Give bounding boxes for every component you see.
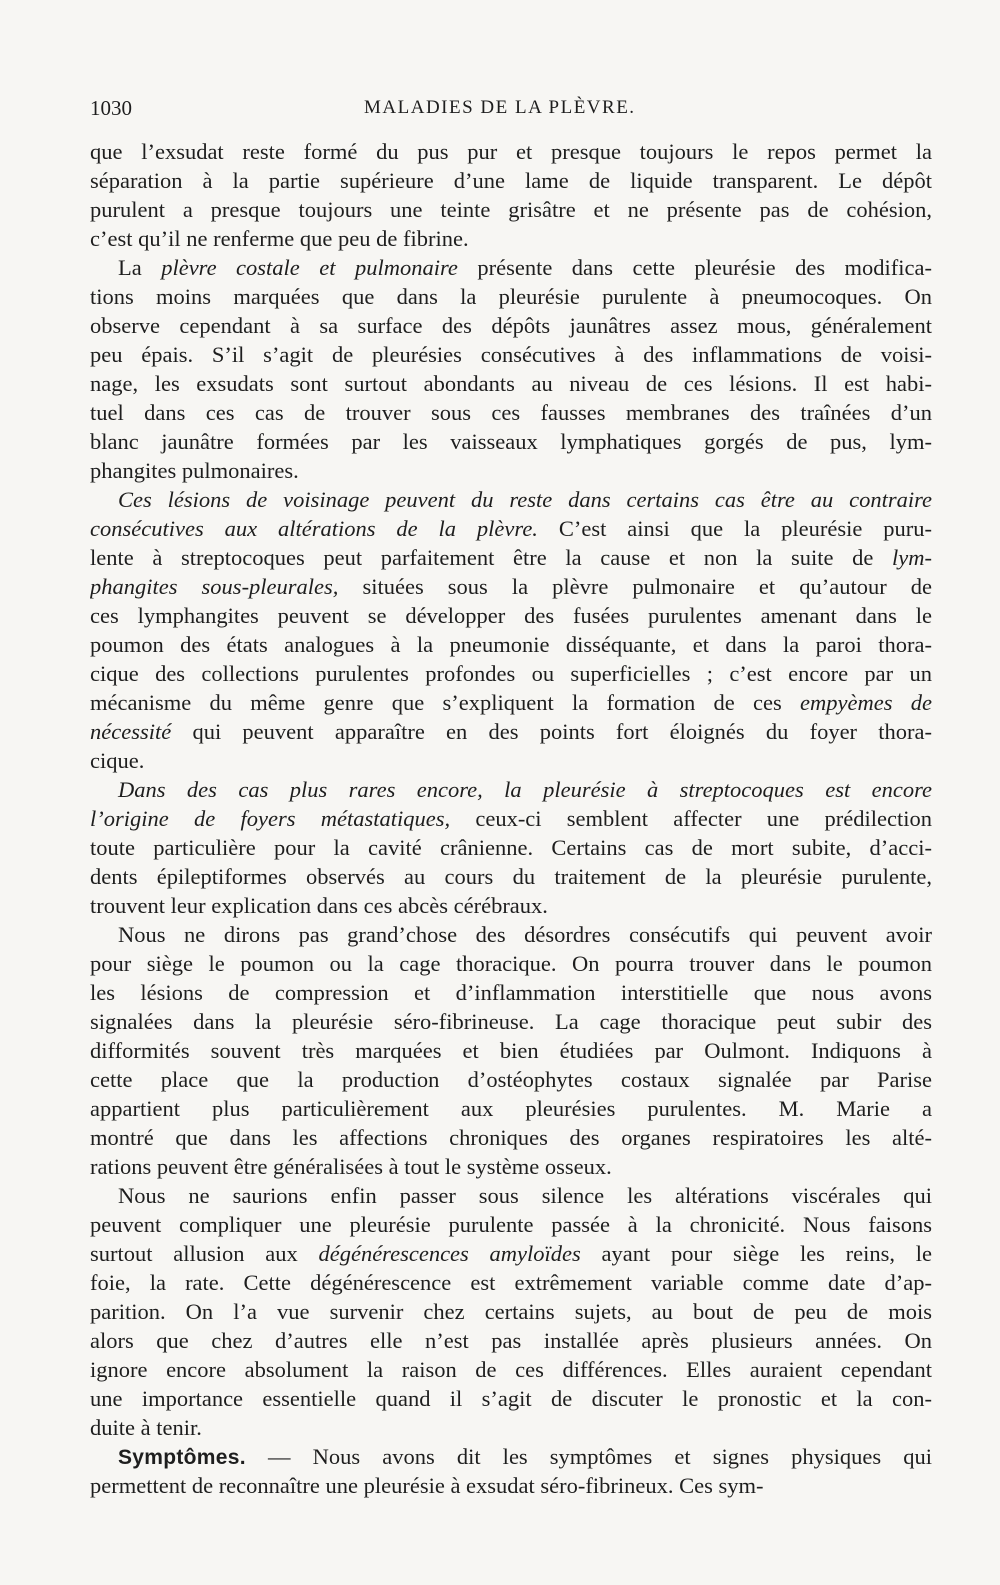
- text-line: [90, 891, 932, 920]
- text-line: [90, 978, 932, 1007]
- text-line: [90, 659, 932, 688]
- text-span: toute particulière pour la cavité crânienne. Certains cas de mort subite, d’acci-: [90, 835, 932, 860]
- running-title: MALADIES DE LA PLÈVRE.: [364, 97, 636, 118]
- text-line: [90, 862, 932, 891]
- text-span: ignore encore absolument la raison de ces différences. Elles auraient cependant: [90, 1357, 932, 1382]
- text-line: [90, 253, 932, 282]
- text-line: [90, 1471, 932, 1500]
- text-span: nage, les exsudats sont surtout abondants au niveau de ces lésions. Il est habi-: [90, 371, 932, 396]
- text-span: mécanisme du même genre que s’expliquent la formation de ces: [90, 690, 801, 715]
- text-line: [90, 833, 932, 862]
- text-span: peu épais. S’il s’agit de pleurésies consécutives à des inflammations de voisi-: [90, 342, 932, 367]
- paragraph: [90, 253, 932, 485]
- text-line: [90, 572, 932, 601]
- text-line: [90, 804, 932, 833]
- text-line: [90, 137, 932, 166]
- text-line: [90, 1413, 932, 1442]
- text-line: [90, 427, 932, 456]
- text-span: tuel dans ces cas de trouver sous ces fausses membranes des traînées d’un: [90, 400, 932, 425]
- text-span: situées sous la plèvre pulmonaire et qu’autour de: [338, 574, 932, 599]
- text-line: [90, 1007, 932, 1036]
- text-span: trouvent leur explication dans ces abcès cérébraux.: [90, 893, 548, 918]
- text-span: signalées dans la pleurésie séro-fibrineuse. La cage thoracique peut subir des: [90, 1009, 932, 1034]
- text-span: séparation à la partie supérieure d’une lame de liquide transparent. Le dépôt: [90, 168, 932, 193]
- italic-span: dégénérescences amyloïdes: [318, 1241, 581, 1266]
- text-span: que l’exsudat reste formé du pus pur et presque toujours le repos permet la: [90, 139, 932, 164]
- body-text: [90, 137, 932, 1500]
- text-line: [90, 514, 932, 543]
- text-span: — Nous avons dit les symptômes et signes physiques qui: [245, 1444, 932, 1469]
- text-line: [90, 1181, 932, 1210]
- text-span: Nous ne saurions enfin passer sous silence les altérations viscérales qui: [118, 1183, 932, 1208]
- text-span: poumon des états analogues à la pneumonie disséquante, et dans la paroi thora-: [90, 632, 932, 657]
- text-span: difformités souvent très marquées et bien étudiées par Oulmont. Indiquons à: [90, 1038, 932, 1063]
- text-line: [90, 775, 932, 804]
- text-span: dents épileptiformes observés au cours du traitement de la pleurésie purulente,: [90, 864, 932, 889]
- text-span: observe cependant à sa surface des dépôts jaunâtres assez mous, généralement: [90, 313, 932, 338]
- text-line: [90, 601, 932, 630]
- text-line: [90, 1065, 932, 1094]
- text-span: permettent de reconnaître une pleurésie à exsudat séro-fibrineux. Ces sym-: [90, 1473, 764, 1498]
- text-line: [90, 340, 932, 369]
- text-line: [90, 920, 932, 949]
- text-span: ceux-ci semblent affecter une prédilection: [450, 806, 932, 831]
- paragraph: [90, 137, 932, 253]
- text-span: parition. On l’a vue survenir chez certains sujets, au bout de peu de mois: [90, 1299, 932, 1324]
- text-span: qui peuvent apparaître en des points fort éloignés du foyer thora-: [171, 719, 932, 744]
- text-span: blanc jaunâtre formées par les vaisseaux lymphatiques gorgés de pus, lym-: [90, 429, 932, 454]
- text-line: [90, 1036, 932, 1065]
- text-line: [90, 398, 932, 427]
- text-line: [90, 1326, 932, 1355]
- text-line: [90, 1297, 932, 1326]
- text-span: tions moins marquées que dans la pleurésie purulente à pneumocoques. On: [90, 284, 932, 309]
- text-line: [90, 1442, 932, 1471]
- text-span: c’est qu’il ne renferme que peu de fibrine.: [90, 226, 469, 251]
- text-span: surtout allusion aux: [90, 1241, 319, 1266]
- text-line: [90, 1384, 932, 1413]
- text-line: [90, 1239, 932, 1268]
- page-header: [90, 96, 932, 126]
- text-line: [90, 224, 932, 253]
- text-line: [90, 166, 932, 195]
- text-line: [90, 369, 932, 398]
- text-span: duite à tenir.: [90, 1415, 202, 1440]
- italic-span: Ces lésions de voisinage peuvent du reste dans certains cas être au contraire: [118, 487, 932, 512]
- text-span: foie, la rate. Cette dégénérescence est extrêmement variable comme date d’ap-: [90, 1270, 932, 1295]
- text-line: [90, 688, 932, 717]
- paragraph: [90, 1181, 932, 1442]
- text-span: alors que chez d’autres elle n’est pas installée après plusieurs années. On: [90, 1328, 932, 1353]
- text-span: phangites pulmonaires.: [90, 458, 299, 483]
- italic-span: Dans des cas plus rares encore, la pleurésie à streptocoques est encore: [118, 777, 932, 802]
- text-span: montré que dans les affections chroniques des organes respiratoires les alté-: [90, 1125, 932, 1150]
- text-line: [90, 949, 932, 978]
- text-span: Nous ne dirons pas grand’chose des désordres consécutifs qui peuvent avoir: [118, 922, 932, 947]
- text-span: ces lymphangites peuvent se développer des fusées purulentes amenant dans le: [90, 603, 932, 628]
- text-line: [90, 1268, 932, 1297]
- text-line: [90, 1152, 932, 1181]
- text-span: les lésions de compression et d’inflammation interstitielle que nous avons: [90, 980, 932, 1005]
- text-span: ayant pour siège les reins, le: [580, 1241, 932, 1266]
- paragraph: [90, 1442, 932, 1500]
- italic-span: empyèmes de: [800, 690, 932, 715]
- text-span: lente à streptocoques peut parfaitement être la cause et non la suite de: [90, 545, 893, 570]
- text-span: cette place que la production d’ostéophytes costaux signalée par Parise: [90, 1067, 932, 1092]
- text-span: cique des collections purulentes profondes ou superficielles ; c’est encore par un: [90, 661, 932, 686]
- text-span: rations peuvent être généralisées à tout le système osseux.: [90, 1154, 612, 1179]
- text-line: [90, 717, 932, 746]
- text-line: [90, 1210, 932, 1239]
- text-span: appartient plus particulièrement aux pleurésies purulentes. M. Marie a: [90, 1096, 932, 1121]
- paragraph: [90, 485, 932, 775]
- text-span: purulent a presque toujours une teinte grisâtre et ne présente pas de cohésion,: [90, 197, 932, 222]
- text-line: [90, 1123, 932, 1152]
- text-line: [90, 282, 932, 311]
- italic-span: phangites sous-pleurales,: [90, 574, 339, 599]
- text-span: une importance essentielle quand il s’agit de discuter le pronostic et la con-: [90, 1386, 932, 1411]
- italic-span: lym-: [892, 545, 932, 570]
- italic-span: l’origine de foyers métastatiques,: [90, 806, 451, 831]
- paragraph: [90, 920, 932, 1181]
- text-span: C’est ainsi que la pleurésie puru-: [537, 516, 932, 541]
- text-line: [90, 630, 932, 659]
- text-line: [90, 311, 932, 340]
- text-line: [90, 1355, 932, 1384]
- italic-span: nécessité: [90, 719, 172, 744]
- paragraph: [90, 775, 932, 920]
- text-span: présente dans cette pleurésie des modifica-: [457, 255, 932, 280]
- text-span: cique.: [90, 748, 145, 773]
- italic-span: consécutives aux altérations de la plèvre.: [90, 516, 538, 541]
- page-number: 1030: [90, 96, 132, 120]
- text-line: [90, 1094, 932, 1123]
- text-span: peuvent compliquer une pleurésie purulente passée à la chronicité. Nous faisons: [90, 1212, 932, 1237]
- italic-span: plèvre costale et pulmonaire: [161, 255, 458, 280]
- text-span: La: [118, 255, 162, 280]
- text-line: [90, 485, 932, 514]
- text-line: [90, 195, 932, 224]
- text-span: pour siège le poumon ou la cage thoracique. On pourra trouver dans le poumon: [90, 951, 932, 976]
- section-heading: Symptômes.: [118, 1446, 246, 1469]
- text-line: [90, 746, 932, 775]
- text-line: [90, 456, 932, 485]
- text-line: [90, 543, 932, 572]
